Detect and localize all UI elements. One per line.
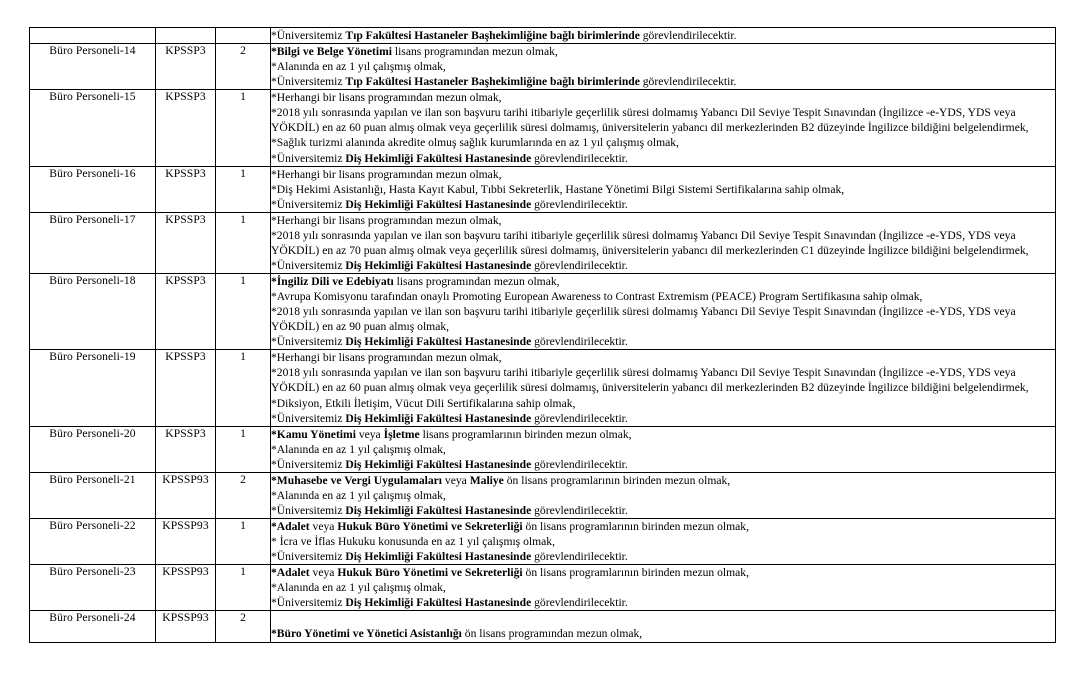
requirements-cell (271, 565, 1056, 611)
requirement-emphasis: * (271, 473, 277, 487)
requirements-table (29, 27, 1056, 643)
requirement-emphasis: * (271, 45, 277, 59)
requirements-cell (271, 44, 1056, 90)
requirement-line: *Herhangi bir lisans programından mezun olmak, (271, 91, 502, 105)
position-cell: Büro Personeli-19 (30, 350, 156, 426)
table-row (30, 28, 1056, 44)
requirement-emphasis: Hukuk Büro Yönetimi ve Sekreterliği (337, 566, 523, 580)
requirement-emphasis: Bilgi ve Belge Yönetimi (276, 45, 392, 59)
requirement-emphasis: Adalet (276, 520, 310, 533)
table-row (30, 611, 1056, 642)
requirement-emphasis: Büro Yönetimi ve Yönetici Asistanlığı (276, 627, 462, 641)
requirement-line: *Üniversitemiz Diş Hekimliği Fakültesi Hastanesinde görevlendirilecektir. (271, 596, 628, 610)
requirement-line: *Diş Hekimi Asistanlığı, Hasta Kayıt Kabul, Tıbbi Sekreterlik, Hastane Yönetimi Bilgi Sistemi Sertifikalarına sahip olmak, (271, 182, 845, 196)
requirement-line: *İngiliz Dili ve Edebiyatı lisans programından mezun olmak, (271, 275, 560, 288)
requirement-line: *Üniversitemiz Diş Hekimliği Fakültesi Hastanesinde görevlendirilecektir. (271, 151, 628, 165)
position-cell: Büro Personeli-15 (30, 90, 156, 166)
requirement-line: *2018 yılı sonrasında yapılan ve ilan son başvuru tarihi itibariyle geçerlilik süresi dolmamış Yabancı Dil Seviye Tespit Sınavından (İngilizce -e-YDS, YDS veya YÖKDİL) en az 60 puan almış olmak veya geçerlilik süresi dolmamış, üniversitelerin yabancı dil merkezlerinden B2 düzeyinde İngilizce bildiğini belgelendirmek, (271, 106, 1029, 135)
requirement-line: *Üniversitemiz Diş Hekimliği Fakültesi Hastanesinde görevlendirilecektir. (271, 457, 628, 471)
table-row (30, 350, 1056, 426)
requirement-line: *Bilgi ve Belge Yönetimi lisans programından mezun olmak, (271, 45, 558, 59)
requirement-line: *Adalet veya Hukuk Büro Yönetimi ve Sekreterliği ön lisans programlarının birinden mezun olmak, (271, 520, 749, 533)
table-row (30, 274, 1056, 350)
requirement-line: *Herhangi bir lisans programından mezun olmak, (271, 351, 502, 365)
requirement-emphasis: Diş Hekimliği Fakültesi Hastanesinde (345, 596, 532, 610)
kpss-score-type-cell: KPSSP3 (156, 212, 216, 273)
kpss-score-type-cell: KPSSP3 (156, 166, 216, 212)
quota-count-cell: 1 (216, 565, 271, 611)
requirement-line: *Adalet veya Hukuk Büro Yönetimi ve Sekreterliği ön lisans programlarının birinden mezun olmak, (271, 566, 749, 580)
requirement-line: *Alanında en az 1 yıl çalışmış olmak, (271, 488, 446, 502)
table-row (30, 90, 1056, 166)
requirement-emphasis: Tıp Fakültesi Hastaneler Başhekimliğine bağlı birimlerinde (345, 29, 640, 42)
position-cell: Büro Personeli-23 (30, 565, 156, 611)
position-cell: Büro Personeli-14 (30, 44, 156, 90)
requirement-emphasis: İngiliz Dili ve Edebiyatı (276, 275, 394, 288)
requirement-emphasis: Diş Hekimliği Fakültesi Hastanesinde (345, 258, 532, 272)
requirement-emphasis: Diş Hekimliği Fakültesi Hastanesinde (345, 457, 532, 471)
kpss-score-type-cell: KPSSP93 (156, 519, 216, 565)
requirement-emphasis: Diş Hekimliği Fakültesi Hastanesinde (345, 411, 532, 425)
requirement-line: *Sağlık turizmi alanında akredite olmuş sağlık kurumlarında en az 1 yıl çalışmış olmak, (271, 136, 679, 150)
requirement-emphasis: Kamu Yönetimi (276, 427, 356, 441)
requirements-cell (271, 212, 1056, 273)
requirement-emphasis: Adalet (276, 566, 310, 580)
position-cell: Büro Personeli-21 (30, 472, 156, 518)
requirements-cell (271, 519, 1056, 565)
requirement-emphasis: İşletme (383, 427, 420, 441)
kpss-score-type-cell (156, 28, 216, 44)
requirement-line: *Üniversitemiz Diş Hekimliği Fakültesi Hastanesinde görevlendirilecektir. (271, 550, 628, 564)
requirement-line: * İcra ve İflas Hukuku konusunda en az 1 yıl çalışmış olmak, (271, 535, 555, 549)
quota-count-cell: 2 (216, 472, 271, 518)
quota-count-cell (216, 28, 271, 44)
requirement-line: *Avrupa Komisyonu tarafından onaylı Promoting European Awareness to Contrast Extremism (PEACE) Program Sertifikasına sahip olmak, (271, 290, 923, 304)
quota-count-cell: 2 (216, 44, 271, 90)
table-body (30, 28, 1056, 643)
quota-count-cell: 1 (216, 274, 271, 350)
requirement-emphasis: * (271, 520, 277, 533)
position-cell: Büro Personeli-22 (30, 519, 156, 565)
requirement-line: *Üniversitemiz Diş Hekimliği Fakültesi Hastanesinde görevlendirilecektir. (271, 411, 628, 425)
kpss-score-type-cell: KPSSP3 (156, 44, 216, 90)
table-row (30, 519, 1056, 565)
quota-count-cell: 1 (216, 519, 271, 565)
requirement-line: *Üniversitemiz Diş Hekimliği Fakültesi Hastanesinde görevlendirilecektir. (271, 258, 628, 272)
requirement-line: *Üniversitemiz Tıp Fakültesi Hastaneler Başhekimliğine bağlı birimlerinde görevlendirilecektir. (271, 29, 737, 42)
requirements-cell (271, 426, 1056, 472)
requirement-emphasis: Diş Hekimliği Fakültesi Hastanesinde (345, 335, 532, 349)
kpss-score-type-cell: KPSSP3 (156, 426, 216, 472)
table-row (30, 44, 1056, 90)
requirement-emphasis: Diş Hekimliği Fakültesi Hastanesinde (345, 151, 532, 165)
requirements-cell (271, 611, 1056, 642)
requirement-emphasis: Diş Hekimliği Fakültesi Hastanesinde (345, 503, 532, 517)
position-cell: Büro Personeli-17 (30, 212, 156, 273)
requirements-cell (271, 166, 1056, 212)
requirement-line: *2018 yılı sonrasında yapılan ve ilan son başvuru tarihi itibariyle geçerlilik süresi dolmamış Yabancı Dil Seviye Tespit Sınavından (İngilizce -e-YDS, YDS veya YÖKDİL) en az 70 puan almış olmak veya geçerlilik süresi dolmamış, üniversitelerin yabancı dil merkezlerinden C1 düzeyinde İngilizce bildiğini belgelendirmek, (271, 228, 1029, 257)
requirement-line: *Alanında en az 1 yıl çalışmış olmak, (271, 442, 446, 456)
quota-count-cell: 2 (216, 611, 271, 642)
requirement-line: *Muhasebe ve Vergi Uygulamaları veya Maliye ön lisans programlarının birinden mezun olmak, (271, 473, 731, 487)
requirement-emphasis: Diş Hekimliği Fakültesi Hastanesinde (345, 197, 532, 211)
kpss-score-type-cell: KPSSP93 (156, 565, 216, 611)
quota-count-cell: 1 (216, 90, 271, 166)
requirement-emphasis: * (271, 275, 277, 288)
requirement-line: *Üniversitemiz Diş Hekimliği Fakültesi Hastanesinde görevlendirilecektir. (271, 503, 628, 517)
requirement-line: *Herhangi bir lisans programından mezun olmak, (271, 167, 502, 181)
requirements-cell (271, 28, 1056, 44)
requirement-line: *Diksiyon, Etkili İletişim, Vücut Dili Sertifikalarına sahip olmak, (271, 396, 576, 410)
table-row (30, 565, 1056, 611)
requirement-line: *Büro Yönetimi ve Yönetici Asistanlığı ön lisans programından mezun olmak, (271, 627, 643, 641)
requirement-line: *2018 yılı sonrasında yapılan ve ilan son başvuru tarihi itibariyle geçerlilik süresi dolmamış Yabancı Dil Seviye Tespit Sınavından (İngilizce -e-YDS, YDS veya YÖKDİL) en az 90 puan almış olmak, (271, 305, 1016, 334)
requirement-emphasis: Hukuk Büro Yönetimi ve Sekreterliği (337, 520, 523, 533)
requirement-emphasis: Tıp Fakültesi Hastaneler Başhekimliğine bağlı birimlerinde (345, 75, 640, 89)
position-cell: Büro Personeli-16 (30, 166, 156, 212)
table-row (30, 426, 1056, 472)
table-row (30, 166, 1056, 212)
requirements-cell (271, 274, 1056, 350)
kpss-score-type-cell: KPSSP93 (156, 472, 216, 518)
kpss-score-type-cell: KPSSP3 (156, 350, 216, 426)
requirement-emphasis: * (271, 566, 277, 580)
requirement-emphasis: * (271, 427, 277, 441)
requirement-line: *Herhangi bir lisans programından mezun olmak, (271, 213, 502, 227)
requirements-cell (271, 90, 1056, 166)
table-row (30, 212, 1056, 273)
requirement-line: *Alanında en az 1 yıl çalışmış olmak, (271, 60, 446, 74)
requirement-emphasis: Maliye (469, 473, 504, 487)
quota-count-cell: 1 (216, 166, 271, 212)
position-cell: Büro Personeli-24 (30, 611, 156, 642)
requirement-emphasis: Diş Hekimliği Fakültesi Hastanesinde (345, 550, 532, 564)
requirement-line: *Kamu Yönetimi veya İşletme lisans programlarının birinden mezun olmak, (271, 427, 632, 441)
quota-count-cell: 1 (216, 426, 271, 472)
requirement-emphasis: * (271, 627, 277, 641)
requirement-line (271, 611, 1055, 626)
position-cell (30, 28, 156, 44)
kpss-score-type-cell: KPSSP3 (156, 90, 216, 166)
position-cell: Büro Personeli-18 (30, 274, 156, 350)
requirement-line: *Üniversitemiz Diş Hekimliği Fakültesi Hastanesinde görevlendirilecektir. (271, 197, 628, 211)
requirement-line: *Üniversitemiz Diş Hekimliği Fakültesi Hastanesinde görevlendirilecektir. (271, 335, 628, 349)
requirement-line: *Üniversitemiz Tıp Fakültesi Hastaneler Başhekimliğine bağlı birimlerinde görevlendirilecektir. (271, 75, 737, 89)
requirements-cell (271, 472, 1056, 518)
requirements-cell (271, 350, 1056, 426)
requirement-line: *Alanında en az 1 yıl çalışmış olmak, (271, 581, 446, 595)
position-cell: Büro Personeli-20 (30, 426, 156, 472)
table-row (30, 472, 1056, 518)
kpss-score-type-cell: KPSSP3 (156, 274, 216, 350)
quota-count-cell: 1 (216, 212, 271, 273)
kpss-score-type-cell: KPSSP93 (156, 611, 216, 642)
requirement-line: *2018 yılı sonrasında yapılan ve ilan son başvuru tarihi itibariyle geçerlilik süresi dolmamış Yabancı Dil Seviye Tespit Sınavından (İngilizce -e-YDS, YDS veya YÖKDİL) en az 60 puan almış olmak veya geçerlilik süresi dolmamış, üniversitelerin yabancı dil merkezlerinden B2 düzeyinde İngilizce bildiğini belgelendirmek, (271, 366, 1029, 395)
quota-count-cell: 1 (216, 350, 271, 426)
requirement-emphasis: Muhasebe ve Vergi Uygulamaları (276, 473, 443, 487)
